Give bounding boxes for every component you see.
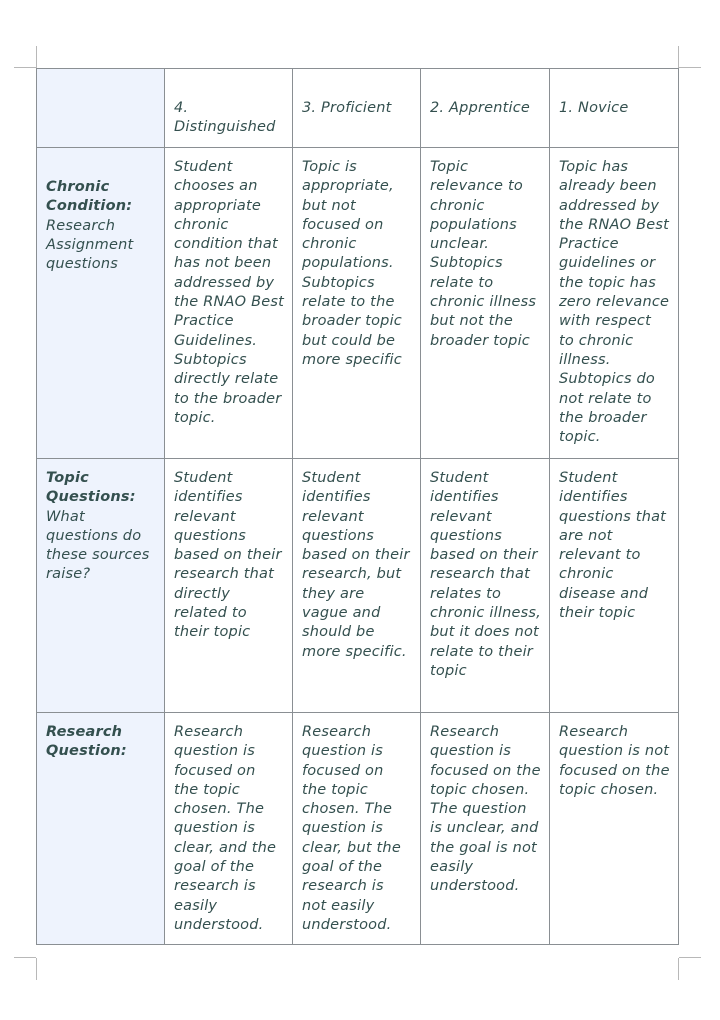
crop-mark-bottom-right-v — [678, 958, 679, 980]
table-cell: Student chooses an appropriate chronic condition that has not been addressed by the RNAO Best Practice Guidelines. Subtopics directly relate to the broader topic. — [165, 148, 293, 459]
row-title: Topic Questions: — [46, 470, 136, 506]
table-cell: Topic has already been addressed by the RNAO Best Practice guidelines or the topic has zero relevance with respect to chronic illness. Subtopics do not relate to the broader topic. — [550, 148, 679, 459]
table-cell: Student identifies questions that are not relevant to chronic disease and their topic — [550, 459, 679, 713]
crop-mark-bottom-right-h — [679, 957, 701, 958]
row-subtitle: Research Assignment questions — [46, 217, 134, 273]
row-header-topic-questions — [37, 459, 165, 713]
header-apprentice: 2. Apprentice — [421, 69, 550, 148]
table-cell: Research question is focused on the topic chosen. The question is unclear, and the goal is not easily understood. — [421, 713, 550, 945]
crop-mark-top-left-v — [36, 46, 37, 68]
row-header-chronic-condition — [37, 148, 165, 459]
crop-mark-top-left-h — [14, 67, 36, 68]
table-cell: Student identifies relevant questions based on their research, but they are vague and should be more specific. — [293, 459, 421, 713]
row-title: Research Question: — [46, 724, 127, 760]
table-cell: Topic is appropriate, but not focused on chronic populations. Subtopics relate to the broader topic but could be more specific — [293, 148, 421, 459]
table-row — [37, 459, 679, 713]
table-cell: Student identifies relevant questions based on their research that relates to chronic illness, but it does not relate to their topic — [421, 459, 550, 713]
rubric-table — [36, 68, 679, 945]
table-cell: Student identifies relevant questions based on their research that directly related to their topic — [165, 459, 293, 713]
header-novice: 1. Novice — [550, 69, 679, 148]
header-proficient: 3. Proficient — [293, 69, 421, 148]
table-row — [37, 148, 679, 459]
crop-mark-bottom-left-h — [14, 957, 36, 958]
header-row — [37, 69, 679, 148]
row-title: Chronic Condition: — [46, 179, 133, 215]
crop-mark-top-right-h — [679, 67, 701, 68]
row-header-research-question — [37, 713, 165, 945]
table-row — [37, 713, 679, 945]
table-cell: Research question is focused on the topic chosen. The question is clear, and the goal of the research is easily understood. — [165, 713, 293, 945]
row-subtitle: What questions do these sources raise? — [46, 508, 150, 583]
crop-mark-bottom-left-v — [36, 958, 37, 980]
header-distinguished: 4. Distinguished — [165, 69, 293, 148]
table-cell: Research question is focused on the topic chosen. The question is clear, but the goal of the research is not easily understood. — [293, 713, 421, 945]
crop-mark-top-right-v — [678, 46, 679, 68]
table-cell: Topic relevance to chronic populations unclear. Subtopics relate to chronic illness but not the broader topic — [421, 148, 550, 459]
table-cell: Research question is not focused on the topic chosen. — [550, 713, 679, 945]
corner-cell — [37, 69, 165, 148]
